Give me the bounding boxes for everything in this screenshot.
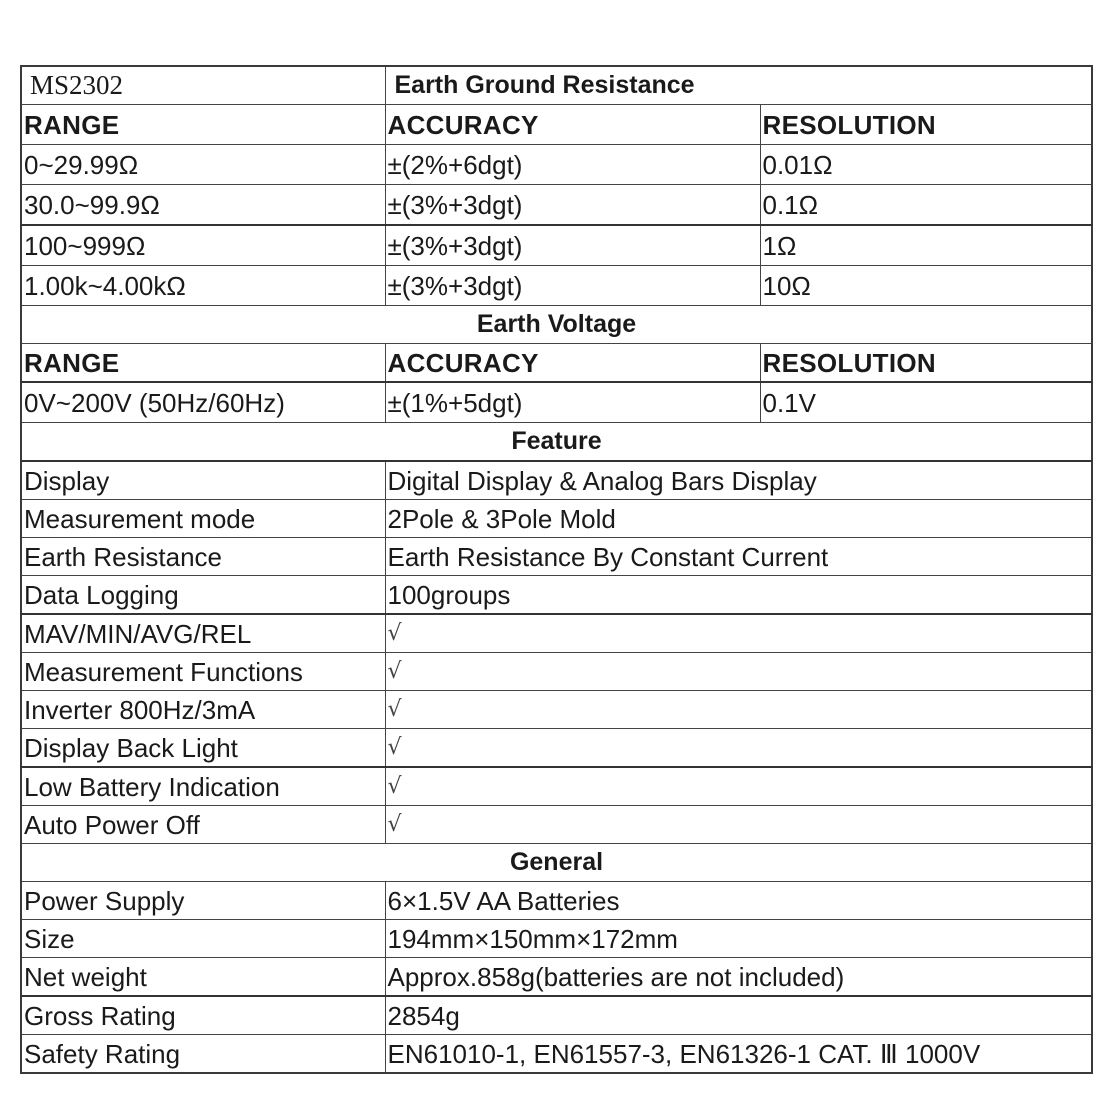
feature-label: Inverter 800Hz/3mA xyxy=(21,691,385,729)
title-row xyxy=(21,66,1092,105)
table-row xyxy=(21,1035,1092,1074)
table-row xyxy=(21,185,1092,226)
general-value: EN61010-1, EN61557-3, EN61326-1 CAT. Ⅲ 1000V xyxy=(385,1035,1092,1074)
check-mark: √ xyxy=(385,691,1092,729)
general-label: Net weight xyxy=(21,958,385,997)
feature-label: MAV/MIN/AVG/REL xyxy=(21,614,385,653)
general-value: 6×1.5V AA Batteries xyxy=(385,882,1092,920)
check-mark: √ xyxy=(385,653,1092,691)
table-row xyxy=(21,538,1092,576)
general-label: Safety Rating xyxy=(21,1035,385,1074)
feature-label: Display Back Light xyxy=(21,729,385,768)
feature-label: Earth Resistance xyxy=(21,538,385,576)
model-name: MS2302 xyxy=(21,66,385,105)
table-row xyxy=(21,920,1092,958)
accuracy-cell: ±(3%+3dgt) xyxy=(385,225,760,266)
accuracy-cell: ±(3%+3dgt) xyxy=(385,266,760,306)
table-row xyxy=(21,266,1092,306)
earth-resistance-title: Earth Ground Resistance xyxy=(385,66,1092,105)
range-cell: 30.0~99.9Ω xyxy=(21,185,385,226)
spec-table xyxy=(20,65,1093,1074)
table-row xyxy=(21,576,1092,615)
general-label: Power Supply xyxy=(21,882,385,920)
feature-label: Measurement mode xyxy=(21,500,385,538)
table-row xyxy=(21,500,1092,538)
earth-voltage-header-row xyxy=(21,344,1092,383)
general-label: Gross Rating xyxy=(21,996,385,1035)
resolution-cell: 0.1Ω xyxy=(760,185,1092,226)
resolution-cell: 10Ω xyxy=(760,266,1092,306)
resolution-header: RESOLUTION xyxy=(760,105,1092,145)
check-mark: √ xyxy=(385,767,1092,806)
table-row xyxy=(21,882,1092,920)
earth-resistance-header-row xyxy=(21,105,1092,145)
resolution-header: RESOLUTION xyxy=(760,344,1092,383)
feature-value: Earth Resistance By Constant Current xyxy=(385,538,1092,576)
table-row xyxy=(21,958,1092,997)
accuracy-cell: ±(1%+5dgt) xyxy=(385,382,760,423)
general-value: 2854g xyxy=(385,996,1092,1035)
table-row xyxy=(21,806,1092,844)
general-value: Approx.858g(batteries are not included) xyxy=(385,958,1092,997)
resolution-cell: 0.1V xyxy=(760,382,1092,423)
accuracy-header: ACCURACY xyxy=(385,344,760,383)
general-label: Size xyxy=(21,920,385,958)
feature-value: Digital Display & Analog Bars Display xyxy=(385,461,1092,500)
check-mark: √ xyxy=(385,614,1092,653)
earth-voltage-title: Earth Voltage xyxy=(21,306,1092,344)
range-cell: 0~29.99Ω xyxy=(21,145,385,185)
table-row xyxy=(21,767,1092,806)
table-row xyxy=(21,729,1092,768)
feature-value: 100groups xyxy=(385,576,1092,615)
table-row xyxy=(21,614,1092,653)
table-row xyxy=(21,225,1092,266)
table-row xyxy=(21,461,1092,500)
check-mark: √ xyxy=(385,729,1092,768)
check-mark: √ xyxy=(385,806,1092,844)
accuracy-header: ACCURACY xyxy=(385,105,760,145)
resolution-cell: 0.01Ω xyxy=(760,145,1092,185)
range-header: RANGE xyxy=(21,344,385,383)
feature-label: Auto Power Off xyxy=(21,806,385,844)
feature-value: 2Pole & 3Pole Mold xyxy=(385,500,1092,538)
feature-label: Low Battery Indication xyxy=(21,767,385,806)
table-row xyxy=(21,996,1092,1035)
general-title: General xyxy=(21,844,1092,882)
feature-label: Display xyxy=(21,461,385,500)
table-row xyxy=(21,382,1092,423)
table-row xyxy=(21,653,1092,691)
range-cell: 0V~200V (50Hz/60Hz) xyxy=(21,382,385,423)
resolution-cell: 1Ω xyxy=(760,225,1092,266)
feature-label: Data Logging xyxy=(21,576,385,615)
range-cell: 100~999Ω xyxy=(21,225,385,266)
table-row xyxy=(21,145,1092,185)
feature-title: Feature xyxy=(21,423,1092,462)
section-row xyxy=(21,423,1092,462)
feature-label: Measurement Functions xyxy=(21,653,385,691)
range-header: RANGE xyxy=(21,105,385,145)
accuracy-cell: ±(2%+6dgt) xyxy=(385,145,760,185)
general-value: 194mm×150mm×172mm xyxy=(385,920,1092,958)
section-row xyxy=(21,844,1092,882)
range-cell: 1.00k~4.00kΩ xyxy=(21,266,385,306)
section-row xyxy=(21,306,1092,344)
table-row xyxy=(21,691,1092,729)
accuracy-cell: ±(3%+3dgt) xyxy=(385,185,760,226)
